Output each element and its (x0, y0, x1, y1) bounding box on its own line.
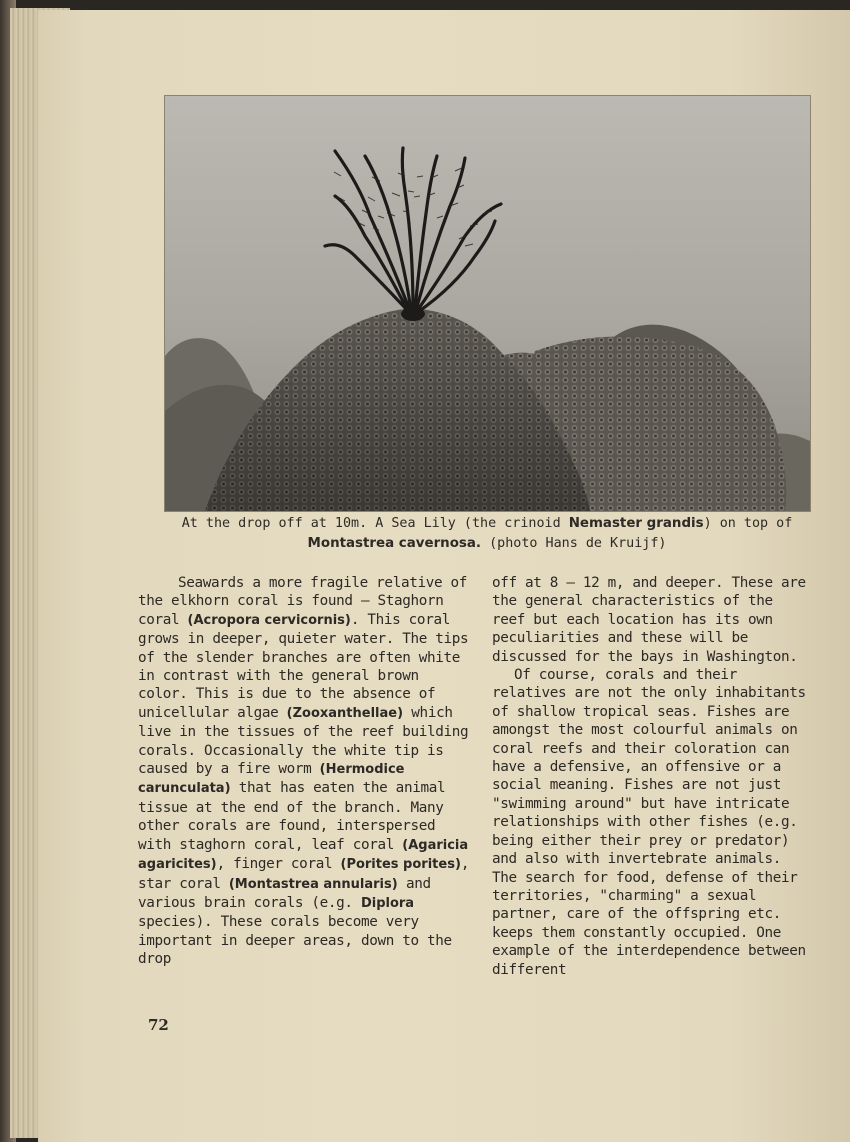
page-number: 72 (148, 1016, 169, 1034)
body-text: that has eaten the animal tissue at the end of the branch. Many other corals are found, interspersed with staghorn coral, leaf coral (138, 780, 446, 853)
caption-species-coral: Montastrea cavernosa. (307, 536, 482, 551)
species-acropora: Acropora cervicornis (193, 612, 345, 628)
paragraph: Of course, corals and their relatives are not the only inhabitants of shallow tropical seas. Fishes are amongst the most colourful animals on coral reefs and their coloration can have a defensive, an offensive or a social meaning. Fishes are not just "swimming around" but have intricate relationships with other fishes (e.g. being either their prey or predator) and also with invertebrate animals. The search for food, defense of their territories, "charming" a sexual partner, care of the offspring etc. keeps them constantly occupied. One example of the interdependence between different (492, 667, 806, 978)
caption-credit: (photo Hans de Kruijf) (481, 536, 667, 551)
sea-lily-photo (164, 95, 811, 512)
caption-text: ) on top of (703, 516, 793, 531)
species-name: (Acropora cervicornis) (187, 612, 351, 628)
photo-drawing (165, 96, 810, 511)
paragraph: off at 8 — 12 m, and deeper. These are the general characteristics of the reef but each location has its own peculiarities and these will be discussed for the bays in Washington. (492, 575, 806, 665)
species-zooxanthellae: Zooxanthellae (292, 705, 398, 721)
species-name: (Porites porites) (340, 857, 461, 873)
species-diplora: Diplora (360, 895, 415, 911)
caption-text: At the drop off at 10m. A Sea Lily (the crinoid (181, 516, 569, 531)
left-column (138, 574, 470, 969)
body-text: species). These corals become very important in deeper areas, down to the drop (138, 914, 452, 968)
species-name: (Agaricia agaricites) (138, 837, 469, 873)
species-name: (Montastrea annularis) (228, 876, 398, 892)
right-column (492, 574, 810, 979)
species-montastrea: Montastrea annularis (234, 876, 392, 892)
paragraph (138, 574, 470, 969)
body-text: which live in the tissues of the reef building corals. Occasionally the white tip is caused by a fire worm (138, 704, 469, 778)
body-text: Seawards a more fragile relative of the elkhorn coral is found — Staghorn coral (138, 575, 468, 628)
species-name: (Hermodice carunculata) (138, 762, 405, 797)
caption-species-crinoid: Nemaster grandis (568, 516, 704, 531)
body-text: , finger coral (216, 856, 341, 873)
species-name: (Zooxanthellae) (286, 705, 404, 721)
species-agaricia: Agaricia agaricites (138, 837, 469, 873)
species-hermodice: Hermodice carunculata (138, 762, 405, 797)
species-porites: Porites porites (346, 857, 455, 873)
figure-caption (166, 514, 808, 554)
body-text: , star coral (138, 856, 470, 892)
body-text: . This coral grows in deeper, quieter water. The tips of the slender branches are often white in contrast with the general brown color. This is due to the absence of unicellular algae (138, 611, 469, 721)
body-text: and various brain corals (e.g. (138, 875, 431, 911)
